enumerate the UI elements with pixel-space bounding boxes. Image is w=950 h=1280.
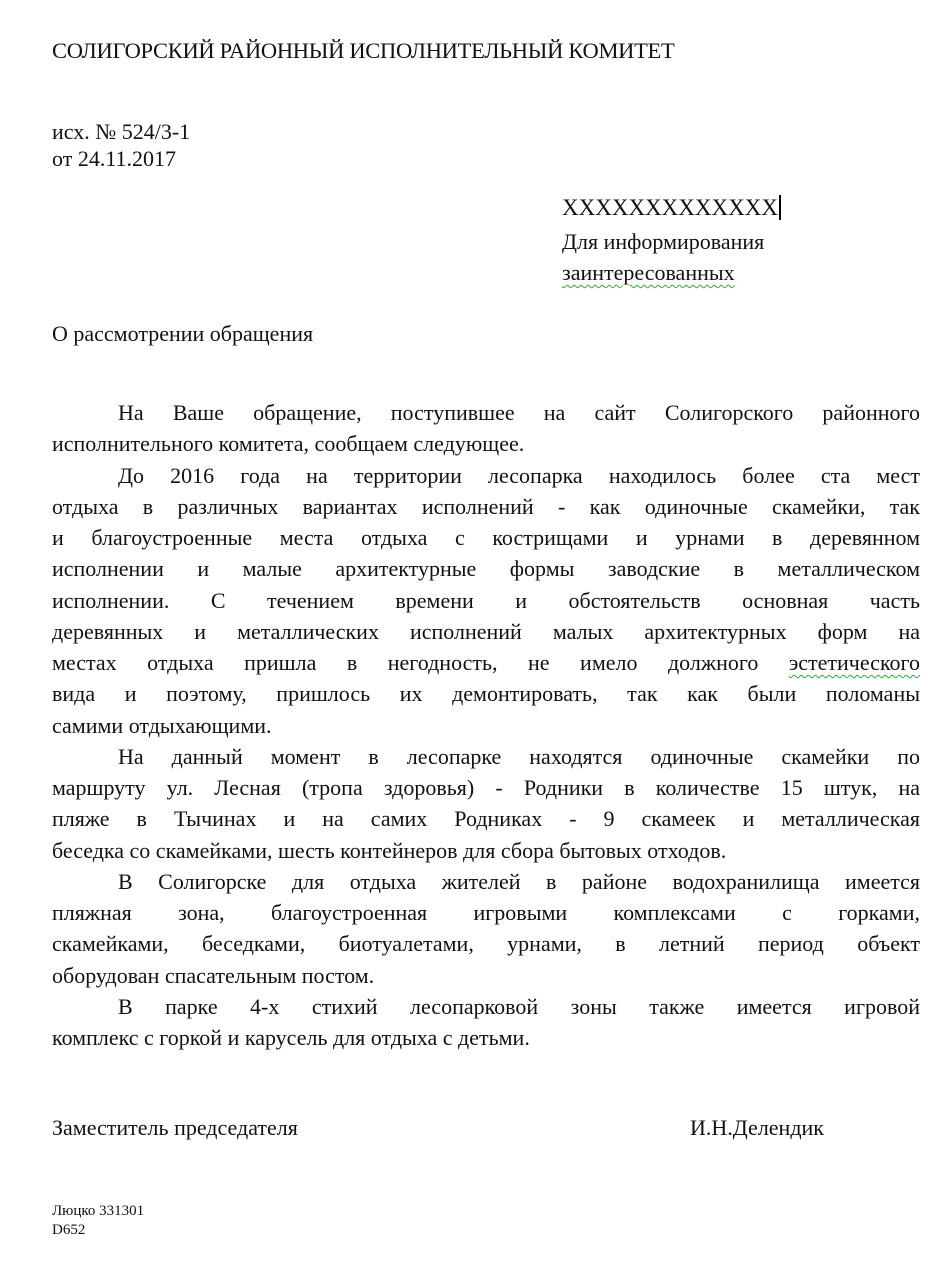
addressee-line1: Для информирования xyxy=(562,229,765,254)
organization-title: СОЛИГОРСКИЙ РАЙОННЫЙ ИСПОЛНИТЕЛЬНЫЙ КОМИТЕТ xyxy=(52,38,675,63)
signatory-name: И.Н.Делендик xyxy=(690,1115,824,1140)
body-line: В парке 4-х стихий лесопарковой зоны также имеется игровой xyxy=(118,993,920,1019)
footer-block xyxy=(52,1202,144,1240)
addressee-line2: заинтересованных xyxy=(562,260,735,285)
spellcheck-word: эстетического xyxy=(788,650,920,675)
addressee-block xyxy=(562,192,781,288)
document-code: D652 xyxy=(52,1222,86,1238)
outgoing-number: исх. № 524/3-1 xyxy=(52,119,191,144)
body-line: комплекс с горкой и карусель для отдыха с детьми. xyxy=(52,1025,530,1050)
body-line: вида и поэтому, пришлось их демонтировать, так как были поломаны xyxy=(52,681,920,707)
body-line: исполнении. С течением времени и обстоятельств основная часть xyxy=(52,587,920,613)
body-line: и благоустроенные места отдыха с кострищами и урнами в деревянном xyxy=(52,525,920,550)
signatory-role: Заместитель председателя xyxy=(52,1115,298,1140)
body-line: оборудован спасательным постом. xyxy=(52,962,375,988)
body-line: До 2016 года на территории лесопарка находилось более ста мест xyxy=(118,462,920,488)
body-line: самими отдыхающими. xyxy=(52,712,272,738)
body-line: отдыха в различных вариантах исполнений - как одиночные скамейки, так xyxy=(52,493,920,519)
body-line: маршруту ул. Лесная (тропа здоровья) - Родники в количестве 15 штук, на xyxy=(52,775,920,800)
body-line: скамейками, беседками, биотуалетами, урнами, в летний период объект xyxy=(52,931,920,957)
addressee-name[interactable]: ХХХХХХХХХХХХХ xyxy=(562,195,781,220)
executor-info: Люцко 331301 xyxy=(52,1203,145,1219)
letter-body xyxy=(52,397,920,1053)
body-line: пляжная зона, благоустроенная игровыми комплексами с горками, xyxy=(52,900,920,925)
body-line: местах отдыха пришла в негодность, не имело должного эстетического xyxy=(52,650,920,675)
body-line: деревянных и металлических исполнений малых архитектурных форм на xyxy=(52,618,920,644)
body-line: беседка со скамейками, шесть контейнеров для сбора бытовых отходов. xyxy=(52,837,727,863)
body-line: В Солигорске для отдыха жителей в районе водохранилища имеется xyxy=(118,868,920,894)
body-line: На данный момент в лесопарке находятся одиночные скамейки по xyxy=(118,743,920,769)
body-line: пляже в Тычинах и на самих Родниках - 9 скамеек и металлическая xyxy=(52,806,920,832)
body-line: На Ваше обращение, поступившее на сайт Солигорского районного xyxy=(118,400,920,425)
reference-block xyxy=(52,116,190,174)
body-line: исполнительного комитета, сообщаем следующее. xyxy=(52,431,525,457)
subject-line: О рассмотрении обращения xyxy=(52,321,314,346)
outgoing-date: от 24.11.2017 xyxy=(52,146,177,171)
body-line: исполнении и малые архитектурные формы заводские в металлическом xyxy=(52,556,920,582)
